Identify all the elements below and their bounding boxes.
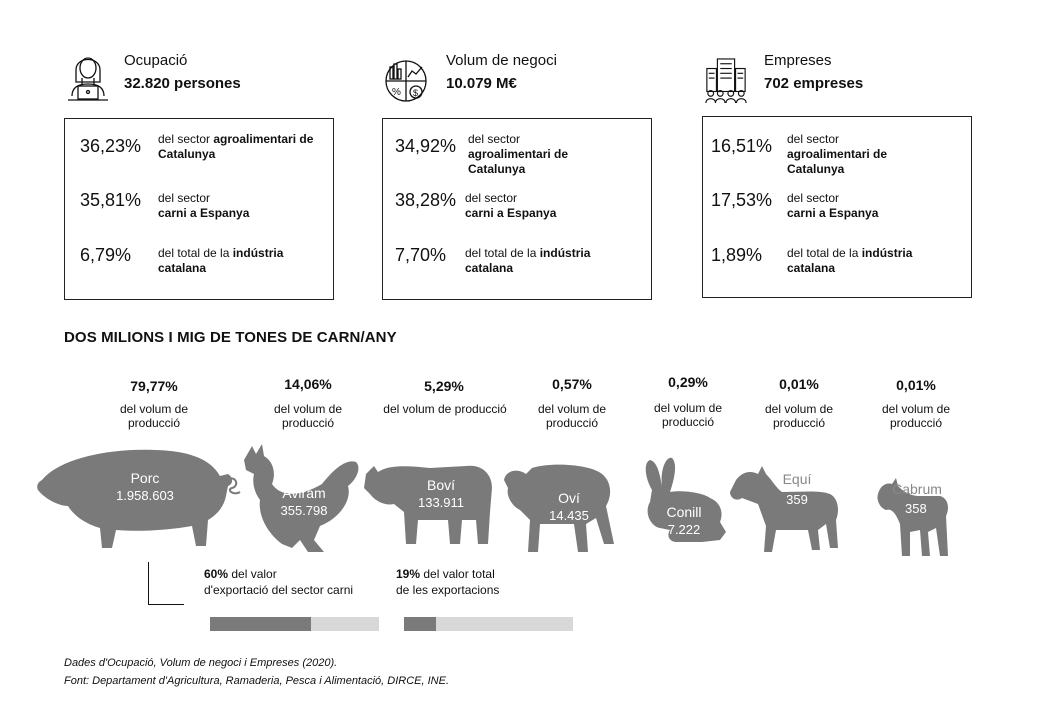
- export-total-bar: [404, 617, 573, 631]
- animal-label-aviram: Aviram 355.798: [280, 485, 328, 518]
- footer-data-note: Dades d'Ocupació, Volum de negoci i Empreses (2020).: [64, 657, 338, 669]
- box-pct: 38,28%: [395, 190, 457, 210]
- species-pct-ovi: 0,57%: [552, 376, 592, 392]
- stats-box-ocupacio: [64, 118, 334, 300]
- box-pct: 35,81%: [80, 190, 142, 210]
- box-pct: 36,23%: [80, 136, 142, 156]
- box-desc: del sector agroalimentari de Catalunya: [787, 132, 888, 176]
- species-desc-porc: del volum de producció: [119, 402, 189, 430]
- species-desc-aviram: del volum de producció: [273, 402, 343, 430]
- species-desc-conill: del volum de producció: [653, 401, 723, 429]
- box-desc: del total de la indústria catalana: [465, 246, 591, 275]
- species-pct-bovi: 5,29%: [424, 378, 464, 394]
- export-sector-bar-fill: [210, 617, 311, 631]
- stat-title-empreses: Empreses: [764, 52, 832, 69]
- box-pct: 17,53%: [711, 190, 773, 210]
- box-desc: del total de la indústria catalana: [787, 246, 913, 275]
- species-desc-ovi: del volum de producció: [537, 402, 607, 430]
- species-pct-aviram: 14,06%: [284, 376, 332, 392]
- company-building-icon: [704, 52, 748, 108]
- species-pct-conill: 0,29%: [668, 374, 708, 390]
- box-pct: 6,79%: [80, 245, 132, 265]
- species-desc-bovi: del volum de producció: [383, 402, 507, 416]
- note-export-sector: 60% del valor d'exportació del sector carni: [204, 567, 354, 597]
- note-bracket-horizontal: [148, 604, 184, 605]
- stat-value-empreses: 702 empreses: [764, 75, 864, 92]
- animal-label-bovi: Boví 133.911: [417, 477, 465, 510]
- species-desc-equi: del volum de producció: [764, 402, 834, 430]
- animal-label-conill: Conill 7.222: [666, 504, 702, 537]
- box-desc: del sector carni a Espanya: [465, 191, 557, 220]
- box-desc: del sector agroalimentari de Catalunya: [158, 132, 314, 161]
- svg-text:%: %: [392, 87, 401, 98]
- animal-label-equi: Equí 359: [782, 471, 812, 507]
- business-chart-icon: [384, 52, 428, 108]
- box-desc: del sector carni a Espanya: [787, 191, 879, 220]
- person-at-laptop-icon: [66, 48, 110, 104]
- box-pct: 1,89%: [711, 245, 763, 265]
- stat-title-volum: Volum de negoci: [446, 52, 557, 69]
- box-pct: 16,51%: [711, 136, 773, 156]
- stat-value-ocupacio: 32.820 persones: [124, 75, 241, 92]
- stat-title-ocupacio: Ocupació: [124, 52, 188, 69]
- note-export-total: 19% del valor total de les exportacions: [396, 567, 500, 597]
- animal-label-cabrum: Cabrum 358: [892, 481, 942, 516]
- note-bracket-vertical: [148, 562, 149, 604]
- animal-label-ovi: Oví 14.435: [549, 490, 589, 523]
- export-sector-bar: [210, 617, 379, 631]
- stats-box-empreses: [702, 116, 972, 298]
- species-pct-equi: 0,01%: [779, 376, 819, 392]
- species-pct-cabrum: 0,01%: [896, 377, 936, 393]
- stat-value-volum: 10.079 M€: [446, 75, 517, 92]
- species-desc-cabrum: del volum de producció: [881, 402, 951, 430]
- box-desc: del sector agroalimentari de Catalunya: [468, 132, 569, 176]
- box-desc: del sector carni a Espanya: [158, 191, 250, 220]
- svg-text:$: $: [413, 88, 419, 98]
- stats-box-volum: [382, 118, 652, 300]
- box-pct: 34,92%: [395, 136, 457, 156]
- species-pct-porc: 79,77%: [130, 378, 178, 394]
- animal-label-porc: Porc 1.958.603: [116, 470, 174, 503]
- box-desc: del total de la indústria catalana: [158, 246, 284, 275]
- footer-source: Font: Departament d'Agricultura, Ramaderia, Pesca i Alimentació, DIRCE, INE.: [64, 675, 450, 687]
- export-total-bar-fill: [404, 617, 436, 631]
- box-pct: 7,70%: [395, 245, 447, 265]
- section-title: DOS MILIONS I MIG DE TONES DE CARN/ANY: [64, 329, 397, 346]
